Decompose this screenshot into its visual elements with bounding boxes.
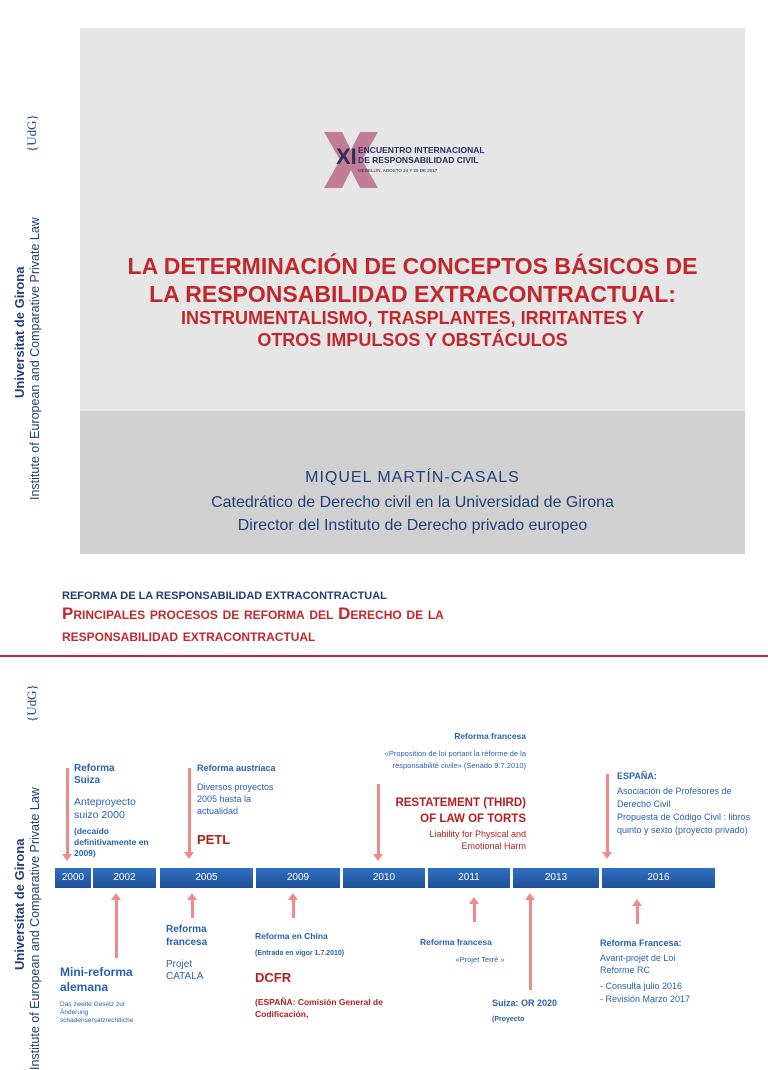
arrow-catala bbox=[191, 898, 194, 918]
china-title: Reforma en China bbox=[255, 931, 328, 941]
petl-label: PETL bbox=[197, 832, 231, 847]
timeline-2016: 2016 bbox=[602, 868, 715, 888]
dcfr-label: DCFR bbox=[255, 970, 292, 985]
sidebar-institute: Institute of European and Comparative Private Law bbox=[28, 217, 42, 500]
slide1-title-line2: LA RESPONSABILIDAD EXTRACONTRACTUAL: bbox=[149, 281, 676, 307]
francia-title: Reforma francesa bbox=[454, 731, 526, 741]
francesa2-text-3: - Revisión Marzo 2017 bbox=[600, 994, 691, 1004]
udg-logo: {UdG} bbox=[24, 114, 39, 152]
sidebar-slide2 bbox=[0, 660, 60, 1070]
francesa2-text-1: Avant-projet de Loi Reforme RC bbox=[600, 953, 676, 975]
austria-text: Diversos proyectos 2005 hasta la actualidad bbox=[197, 782, 274, 816]
suiza-title: Reforma Suiza bbox=[74, 763, 115, 786]
sidebar-university-2: Universitat de Girona bbox=[12, 838, 27, 970]
author-role-1: Catedrático de Derecho civil en la Universidad de Girona bbox=[211, 494, 614, 511]
francia-text: «Proposition de loi portant la réforme de la responsabilité civile» (Senado 9.7.2010) bbox=[384, 749, 526, 770]
espana-title: ESPAÑA: bbox=[617, 771, 657, 781]
event-line1: ENCUENTRO INTERNACIONAL bbox=[358, 145, 485, 155]
slide1-subtitle-line1: INSTRUMENTALISMO, TRASPLANTES, IRRITANTES Y bbox=[180, 308, 644, 328]
slide1-title-line1: LA DETERMINACIÓN DE CONCEPTOS BÁSICOS DE bbox=[127, 253, 698, 279]
slide2-kicker: REFORMA DE LA RESPONSABILIDAD EXTRACONTRACTUAL bbox=[62, 590, 387, 602]
timeline-2002: 2002 bbox=[93, 868, 156, 888]
slide1-title-panel bbox=[80, 28, 745, 411]
timeline-2011: 2011 bbox=[428, 868, 510, 888]
francesa2-title: Reforma Francesa: bbox=[600, 938, 682, 948]
dcfr-text: (ESPAÑA: Comisión General de Codificación, bbox=[255, 997, 383, 1019]
suiza-note: (decaído definitivamente en 2009) bbox=[74, 826, 149, 858]
event-line2: DE RESPONSABILIDAD CIVIL bbox=[358, 155, 479, 165]
arrow-restatement bbox=[377, 784, 380, 856]
espana-text-1: Asociación de Profesores de Derecho Civil bbox=[617, 786, 732, 809]
francesa2-text-2: - Consulta julio 2016 bbox=[600, 981, 683, 991]
author-name: MIQUEL MARTÍN-CASALS bbox=[305, 469, 520, 486]
arrow-china bbox=[292, 898, 295, 918]
sidebar-university: Universitat de Girona bbox=[12, 266, 27, 398]
francesa-title: Reforma francesa bbox=[166, 924, 208, 948]
slide1-subtitle-line2: OTROS IMPULSOS Y OBSTÁCULOS bbox=[257, 330, 568, 350]
timeline-2009: 2009 bbox=[256, 868, 340, 888]
slide2-divider bbox=[0, 655, 768, 657]
arrow-francesa-2016 bbox=[636, 904, 639, 924]
event-line3: MEDELLÍN, AGOSTO 24 Y 25 DE 2017 bbox=[358, 168, 438, 173]
arrow-terre bbox=[473, 902, 476, 922]
timeline-2005: 2005 bbox=[160, 868, 253, 888]
alemana-text: Das zweite Gesetz zur Änderung schadensersatzrechtliche bbox=[60, 1001, 134, 1024]
arrow-suiza bbox=[66, 768, 69, 856]
china-text: (Entrada en vigor 1.7.2010) bbox=[255, 950, 345, 957]
francesa-text: Projet CATALA bbox=[166, 959, 204, 982]
arrow-austria bbox=[188, 768, 191, 854]
terre-text: «Projet Terré » bbox=[455, 955, 505, 964]
restatement-text: Liability for Physical and Emotional Harm bbox=[429, 829, 526, 851]
suiza-or-label: Suiza: OR 2020 bbox=[492, 998, 558, 1008]
slide2-heading-line2: responsabilidad extracontractual bbox=[62, 626, 316, 645]
alemana-title: Mini-reforma alemana bbox=[60, 965, 133, 994]
timeline-2010: 2010 bbox=[343, 868, 425, 888]
timeline-2013: 2013 bbox=[513, 868, 599, 888]
suiza-or-text: (Proyecto bbox=[492, 1016, 525, 1023]
event-logo bbox=[320, 128, 510, 192]
timeline-2000: 2000 bbox=[55, 868, 91, 888]
terre-title: Reforma francesa bbox=[420, 937, 492, 947]
author-role-2: Director del Instituto de Derecho privado europeo bbox=[237, 517, 588, 534]
slide2-heading-line1: Principales procesos de reforma del Derecho de la bbox=[62, 604, 444, 623]
event-numeral: XI bbox=[336, 144, 357, 169]
espana-text-2: Propuesta de Código Civil : libros quinto y sexto (proyecto privado) bbox=[617, 812, 751, 835]
arrow-espana bbox=[606, 774, 609, 854]
sidebar-slide1 bbox=[0, 0, 60, 540]
suiza-text: Anteproyecto suizo 2000 bbox=[74, 796, 136, 821]
restatement-title: RESTATEMENT (THIRD) OF LAW OF TORTS bbox=[395, 797, 526, 825]
arrow-alemana bbox=[115, 898, 118, 958]
sidebar-institute-2: Institute of European and Comparative Private Law bbox=[28, 787, 42, 1070]
arrow-suiza-or bbox=[529, 898, 532, 990]
udg-logo-2: {UdG} bbox=[24, 684, 39, 722]
austria-title: Reforma austríaca bbox=[197, 763, 276, 773]
